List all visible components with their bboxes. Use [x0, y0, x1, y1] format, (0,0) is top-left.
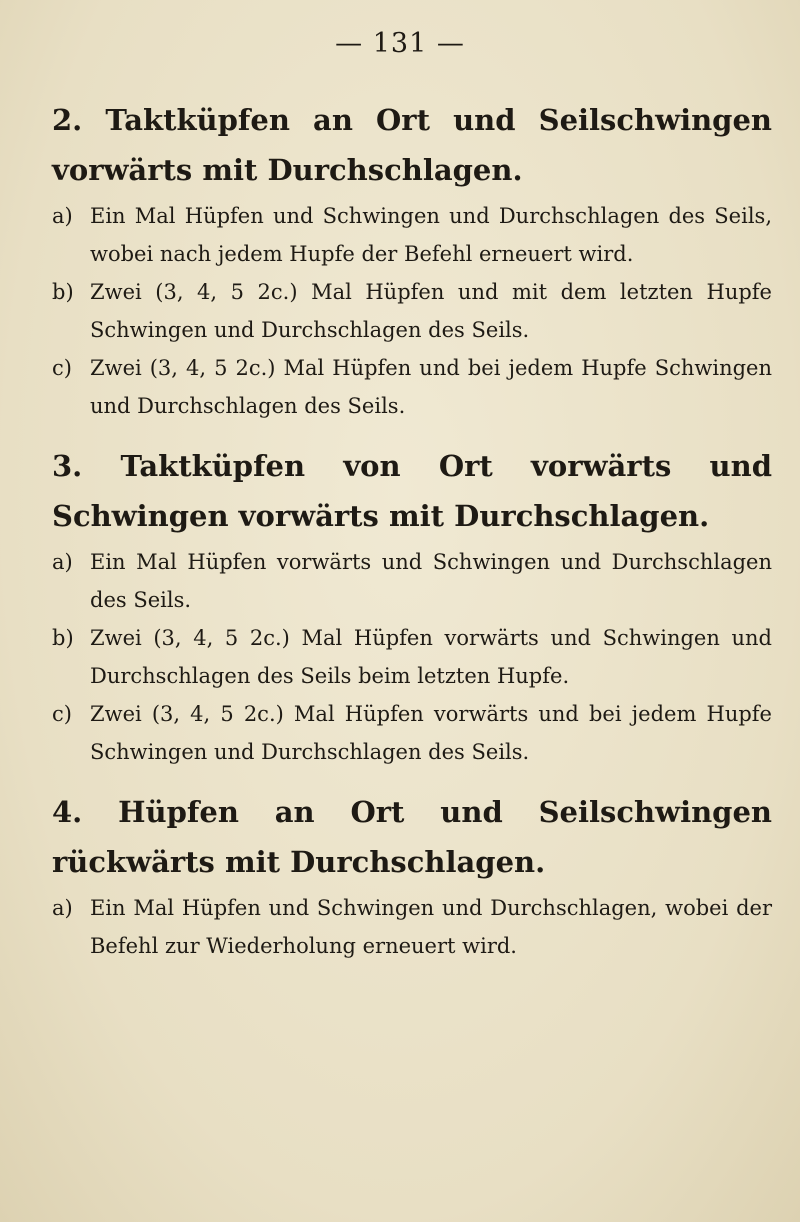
item-marker: c): [52, 702, 72, 726]
item-text: Zwei (3, 4, 5 2c.) Mal Hüpfen und bei jedem Hupfe Schwingen und Durchschlagen des Seils.: [90, 356, 772, 418]
list-item: [52, 349, 772, 425]
section-title: 3. Taktküpfen von Ort vorwärts und Schwingen vorwärts mit Durchschlagen.: [52, 449, 772, 533]
item-list: [52, 197, 772, 425]
item-text: Zwei (3, 4, 5 2c.) Mal Hüpfen vorwärts und Schwingen und Durchschlagen des Seils beim letzten Hupfe.: [90, 626, 772, 688]
item-text: Ein Mal Hüpfen vorwärts und Schwingen und Durchschlagen des Seils.: [90, 550, 772, 612]
list-item: [52, 695, 772, 771]
item-list: [52, 889, 772, 965]
item-marker: a): [52, 550, 73, 574]
list-item: [52, 619, 772, 695]
item-text: Zwei (3, 4, 5 2c.) Mal Hüpfen vorwärts und bei jedem Hupfe Schwingen und Durchschlagen des Seils.: [90, 702, 772, 764]
list-item: [52, 273, 772, 349]
item-list: [52, 543, 772, 771]
page-body: [52, 95, 772, 981]
item-marker: a): [52, 204, 73, 228]
list-item: [52, 197, 772, 273]
item-marker: c): [52, 356, 72, 380]
list-item: [52, 889, 772, 965]
section-title: 4. Hüpfen an Ort und Seilschwingen rückwärts mit Durchschlagen.: [52, 795, 772, 879]
section-title: 2. Taktküpfen an Ort und Seilschwingen vorwärts mit Durchschlagen.: [52, 103, 772, 187]
page-number: — 131 —: [335, 28, 465, 59]
item-marker: b): [52, 280, 74, 304]
section-3: [52, 441, 772, 771]
item-text: Zwei (3, 4, 5 2c.) Mal Hüpfen und mit dem letzten Hupfe Schwingen und Durchschlagen des Seils.: [90, 280, 772, 342]
item-text: Ein Mal Hüpfen und Schwingen und Durchschlagen, wobei der Befehl zur Wiederholung erneuert wird.: [90, 896, 772, 958]
item-marker: a): [52, 896, 73, 920]
section-2: [52, 95, 772, 425]
item-marker: b): [52, 626, 74, 650]
section-4: [52, 787, 772, 965]
list-item: [52, 543, 772, 619]
item-text: Ein Mal Hüpfen und Schwingen und Durchschlagen des Seils, wobei nach jedem Hupfe der Befehl erneuert wird.: [90, 204, 772, 266]
